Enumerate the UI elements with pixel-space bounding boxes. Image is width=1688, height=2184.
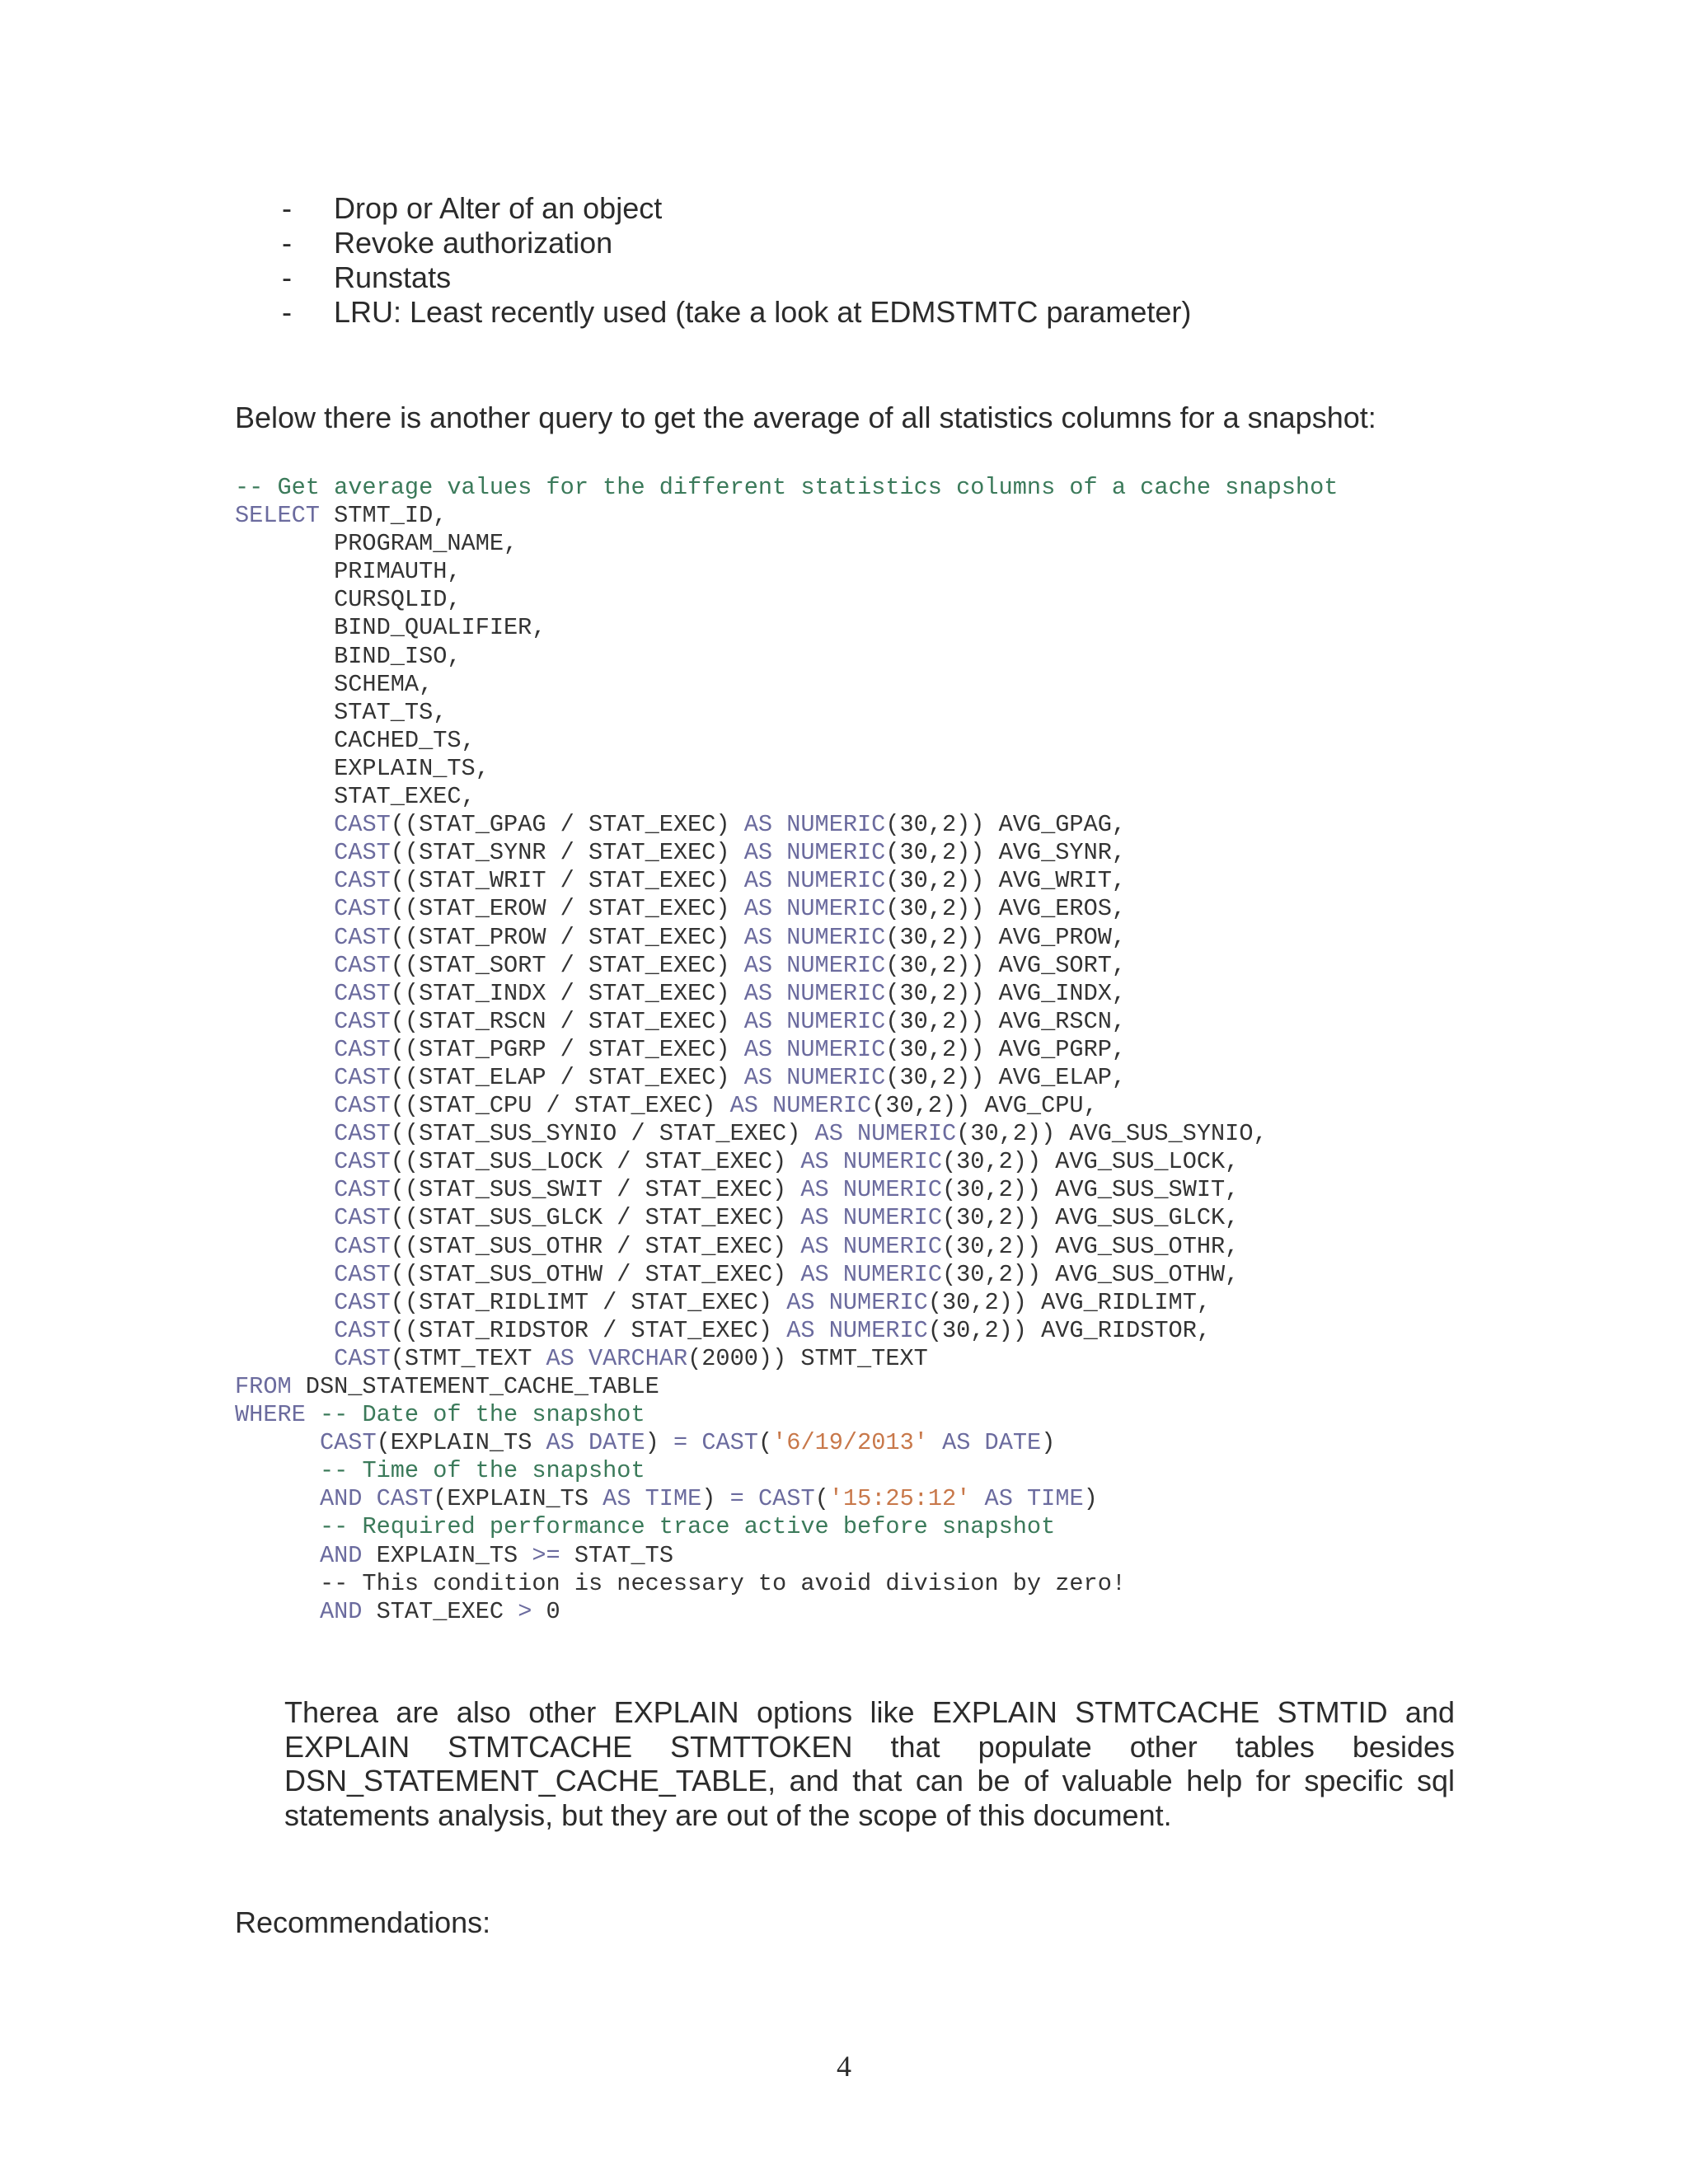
code-token: ((STAT_SUS_OTHW / STAT_EXEC) bbox=[390, 1260, 801, 1288]
code-token: AND bbox=[319, 1597, 363, 1625]
code-line bbox=[235, 811, 1126, 838]
code-token: CAST bbox=[334, 1148, 391, 1176]
code-token: -- Time of the snapshot bbox=[319, 1457, 645, 1485]
page-number: 4 bbox=[837, 2050, 851, 2083]
code-token: STAT_TS, bbox=[235, 698, 448, 726]
code-line bbox=[235, 1289, 1211, 1316]
code-token: = bbox=[673, 1429, 688, 1457]
code-line bbox=[235, 1345, 928, 1372]
code-token: STAT_EXEC bbox=[362, 1597, 518, 1625]
code-token: AS NUMERIC bbox=[743, 979, 886, 1007]
code-token: BIND_QUALIFIER, bbox=[235, 614, 546, 642]
code-token: CAST bbox=[334, 1232, 391, 1260]
code-token: CAST bbox=[334, 951, 391, 979]
code-token: CURSQLID, bbox=[235, 586, 462, 614]
code-line bbox=[235, 952, 1126, 979]
code-token: EXPLAIN_TS, bbox=[235, 754, 490, 782]
code-token: (30,2)) AVG_PGRP, bbox=[885, 1035, 1127, 1063]
code-token: ((STAT_SORT / STAT_EXEC) bbox=[390, 951, 744, 979]
code-token: (30,2)) AVG_SUS_SYNIO, bbox=[956, 1120, 1268, 1148]
code-token bbox=[744, 1485, 758, 1512]
code-token: AS DATE bbox=[546, 1429, 645, 1457]
bullet-list bbox=[282, 191, 1191, 330]
explain-options-paragraph: Therea are also other EXPLAIN options like EXPLAIN STMTCACHE STMTID and EXPLAIN STMTCACHE STMTTOKEN that populate other tables besides DSN_STATEMENT_CACHE_TABLE, and that can be of valuable help for specific sql statements analysis, but they are out of the scope of this document. bbox=[284, 1695, 1455, 1832]
code-line bbox=[235, 1429, 1055, 1456]
code-token: (EXPLAIN_TS bbox=[433, 1485, 603, 1513]
code-token: CAST bbox=[757, 1485, 815, 1513]
code-token: ) bbox=[645, 1429, 673, 1457]
code-token bbox=[235, 1513, 320, 1540]
code-token: >= bbox=[532, 1541, 560, 1569]
code-token: SCHEMA, bbox=[235, 670, 434, 698]
code-line bbox=[235, 1513, 1055, 1540]
code-token: ((STAT_PGRP / STAT_EXEC) bbox=[390, 1035, 744, 1063]
bullet-item bbox=[282, 191, 1191, 226]
code-token: CAST bbox=[319, 1429, 377, 1457]
code-token: CAST bbox=[334, 1035, 391, 1063]
code-token: AS NUMERIC bbox=[786, 1316, 928, 1344]
code-token: > bbox=[518, 1597, 532, 1625]
code-token bbox=[235, 1008, 334, 1035]
code-token: CAST bbox=[701, 1429, 758, 1457]
code-token: AS NUMERIC bbox=[743, 1063, 886, 1091]
code-token: AS TIME bbox=[603, 1485, 702, 1513]
code-token: (2000)) STMT_TEXT bbox=[687, 1344, 928, 1372]
bullet-item bbox=[282, 295, 1191, 330]
code-token: ((STAT_SUS_SYNIO / STAT_EXEC) bbox=[390, 1120, 815, 1148]
code-token bbox=[235, 811, 334, 838]
bullet-text: Drop or Alter of an object bbox=[334, 191, 663, 225]
code-token: ((STAT_PROW / STAT_EXEC) bbox=[390, 923, 744, 951]
code-token: CACHED_TS, bbox=[235, 726, 476, 754]
code-token bbox=[235, 924, 334, 951]
bullet-marker: - bbox=[282, 295, 292, 329]
code-token: (30,2)) AVG_GPAG, bbox=[885, 811, 1127, 839]
code-token: ((STAT_RIDSTOR / STAT_EXEC) bbox=[390, 1316, 787, 1344]
code-token: STMT_ID, bbox=[319, 502, 448, 530]
code-token: AS NUMERIC bbox=[800, 1204, 942, 1232]
code-token: (30,2)) AVG_SUS_SWIT, bbox=[941, 1176, 1240, 1204]
code-line bbox=[235, 1008, 1126, 1035]
code-token: AS NUMERIC bbox=[786, 1288, 928, 1316]
code-token: ((STAT_SUS_LOCK / STAT_EXEC) bbox=[390, 1148, 801, 1176]
code-line bbox=[235, 867, 1126, 894]
code-line bbox=[235, 1261, 1239, 1288]
code-token: '6/19/2013' bbox=[772, 1429, 928, 1457]
code-token: EXPLAIN_TS bbox=[362, 1541, 532, 1569]
code-token: ) bbox=[701, 1485, 730, 1513]
code-token: CAST bbox=[334, 1204, 391, 1232]
code-line bbox=[235, 1373, 659, 1400]
code-token bbox=[235, 1485, 320, 1512]
code-token: FROM bbox=[235, 1373, 292, 1400]
code-token: ( bbox=[814, 1485, 829, 1513]
code-token: AS NUMERIC bbox=[800, 1260, 942, 1288]
code-token: AND CAST bbox=[319, 1485, 434, 1513]
code-token: (30,2)) AVG_PROW, bbox=[885, 923, 1127, 951]
code-token bbox=[235, 1429, 320, 1456]
code-token: (30,2)) AVG_EROS, bbox=[885, 895, 1127, 923]
code-line bbox=[235, 1092, 1098, 1119]
code-token: STAT_TS bbox=[560, 1541, 673, 1569]
code-token: (30,2)) AVG_RIDSTOR, bbox=[927, 1316, 1212, 1344]
code-line bbox=[235, 699, 447, 726]
code-token: CAST bbox=[334, 1344, 391, 1372]
code-token: -- Required performance trace active before snapshot bbox=[319, 1513, 1056, 1541]
code-line bbox=[235, 586, 462, 613]
code-line bbox=[235, 643, 462, 670]
code-token: ((STAT_SUS_OTHR / STAT_EXEC) bbox=[390, 1232, 801, 1260]
code-token: (EXPLAIN_TS bbox=[376, 1429, 546, 1457]
code-token bbox=[235, 1148, 334, 1175]
code-token: AS DATE bbox=[942, 1429, 1042, 1457]
code-token: AS NUMERIC bbox=[729, 1092, 872, 1120]
code-line bbox=[235, 1120, 1268, 1147]
code-token: AS NUMERIC bbox=[743, 1035, 886, 1063]
code-token: PRIMAUTH, bbox=[235, 558, 462, 586]
code-line bbox=[235, 1598, 560, 1625]
code-token: CAST bbox=[334, 867, 391, 895]
code-token: (30,2)) AVG_SUS_GLCK, bbox=[941, 1204, 1240, 1232]
code-token: ((STAT_WRIT / STAT_EXEC) bbox=[390, 867, 744, 895]
code-token: AND bbox=[319, 1541, 363, 1569]
code-line bbox=[235, 1036, 1126, 1063]
code-token bbox=[235, 1176, 334, 1203]
intro-paragraph: Below there is another query to get the average of all statistics columns for a snapshot: bbox=[235, 401, 1376, 434]
code-token: WHERE bbox=[235, 1401, 306, 1429]
code-token: ((STAT_GPAG / STAT_EXEC) bbox=[390, 811, 744, 839]
code-line bbox=[235, 671, 433, 698]
code-token: ((STAT_CPU / STAT_EXEC) bbox=[390, 1092, 730, 1120]
code-token: AS NUMERIC bbox=[814, 1120, 957, 1148]
code-token: (30,2)) AVG_SUS_OTHW, bbox=[941, 1260, 1240, 1288]
code-token: PROGRAM_NAME, bbox=[235, 530, 518, 558]
code-token: (STMT_TEXT bbox=[390, 1344, 546, 1372]
code-token: AS VARCHAR bbox=[546, 1344, 688, 1372]
code-token: AS NUMERIC bbox=[743, 951, 886, 979]
code-token: CAST bbox=[334, 923, 391, 951]
bullet-text: Runstats bbox=[334, 260, 452, 294]
code-token: = bbox=[729, 1485, 744, 1513]
code-token: (30,2)) AVG_SYNR, bbox=[885, 839, 1127, 867]
code-token: (30,2)) AVG_CPU, bbox=[871, 1092, 1098, 1120]
code-token: AS NUMERIC bbox=[743, 923, 886, 951]
bullet-marker: - bbox=[282, 260, 292, 294]
code-line bbox=[235, 614, 546, 641]
bullet-text: LRU: Least recently used (take a look at EDMSTMTC parameter) bbox=[334, 295, 1192, 329]
code-line bbox=[235, 783, 476, 810]
code-line bbox=[235, 755, 490, 782]
code-token: '15:25:12' bbox=[828, 1485, 971, 1513]
code-line bbox=[235, 474, 1338, 501]
code-token: (30,2)) AVG_RIDLIMT, bbox=[927, 1288, 1212, 1316]
sql-code-block bbox=[235, 474, 1338, 1626]
code-token: CAST bbox=[334, 1260, 391, 1288]
code-token: AS NUMERIC bbox=[800, 1232, 942, 1260]
code-token: DSN_STATEMENT_CACHE_TABLE bbox=[291, 1373, 659, 1400]
code-token: -- This condition is necessary to avoid division by zero! bbox=[235, 1569, 1127, 1597]
code-line bbox=[235, 839, 1126, 866]
code-token bbox=[235, 1457, 320, 1484]
code-token: STAT_EXEC, bbox=[235, 783, 476, 811]
code-token: ((STAT_SUS_SWIT / STAT_EXEC) bbox=[390, 1176, 801, 1204]
code-token bbox=[235, 1317, 334, 1344]
code-token: ((STAT_RIDLIMT / STAT_EXEC) bbox=[390, 1288, 787, 1316]
code-token: AS TIME bbox=[984, 1485, 1084, 1513]
code-token: AS NUMERIC bbox=[743, 1007, 886, 1035]
code-token bbox=[235, 1598, 320, 1625]
code-token: BIND_ISO, bbox=[235, 642, 462, 670]
code-token: -- Date of the snapshot bbox=[319, 1401, 645, 1429]
code-token: AS NUMERIC bbox=[800, 1176, 942, 1204]
code-line bbox=[235, 1233, 1239, 1260]
code-token bbox=[235, 1542, 320, 1569]
code-line bbox=[235, 895, 1126, 922]
code-token: CAST bbox=[334, 1007, 391, 1035]
code-line bbox=[235, 1401, 645, 1428]
code-token: ((STAT_SUS_GLCK / STAT_EXEC) bbox=[390, 1204, 801, 1232]
bullet-marker: - bbox=[282, 226, 292, 260]
code-line bbox=[235, 1317, 1211, 1344]
code-line bbox=[235, 727, 476, 754]
code-token: AS NUMERIC bbox=[743, 811, 886, 839]
code-line bbox=[235, 558, 462, 585]
code-line bbox=[235, 1542, 673, 1569]
bullet-item bbox=[282, 260, 1191, 295]
bullet-item bbox=[282, 226, 1191, 260]
code-token bbox=[235, 1120, 334, 1147]
code-token: ((STAT_RSCN / STAT_EXEC) bbox=[390, 1007, 744, 1035]
code-token: ((STAT_INDX / STAT_EXEC) bbox=[390, 979, 744, 1007]
code-token bbox=[928, 1429, 942, 1456]
code-token: CAST bbox=[334, 1092, 391, 1120]
code-token bbox=[687, 1429, 701, 1456]
code-line bbox=[235, 1064, 1126, 1091]
code-token bbox=[235, 895, 334, 922]
code-token bbox=[235, 1064, 334, 1091]
code-token: CAST bbox=[334, 839, 391, 867]
code-token: CAST bbox=[334, 1120, 391, 1148]
code-line bbox=[235, 924, 1126, 951]
code-token bbox=[235, 1233, 334, 1260]
code-line bbox=[235, 1204, 1239, 1231]
code-line bbox=[235, 530, 518, 557]
code-token bbox=[235, 1345, 334, 1372]
code-token: SELECT bbox=[235, 502, 320, 530]
code-token: AS NUMERIC bbox=[743, 839, 886, 867]
code-line bbox=[235, 1148, 1239, 1175]
code-token: CAST bbox=[334, 1063, 391, 1091]
code-token: (30,2)) AVG_SUS_LOCK, bbox=[941, 1148, 1240, 1176]
code-token: (30,2)) AVG_SUS_OTHR, bbox=[941, 1232, 1240, 1260]
code-token: ((STAT_SYNR / STAT_EXEC) bbox=[390, 839, 744, 867]
code-line bbox=[235, 502, 447, 529]
code-token: (30,2)) AVG_SORT, bbox=[885, 951, 1127, 979]
code-token: CAST bbox=[334, 811, 391, 839]
code-token: ((STAT_EROW / STAT_EXEC) bbox=[390, 895, 744, 923]
code-token bbox=[235, 1289, 334, 1316]
code-line bbox=[235, 1457, 645, 1484]
code-token: (30,2)) AVG_WRIT, bbox=[885, 867, 1127, 895]
code-token bbox=[235, 1036, 334, 1063]
code-token bbox=[235, 1261, 334, 1288]
code-token: CAST bbox=[334, 895, 391, 923]
code-line bbox=[235, 1485, 1098, 1512]
code-token bbox=[235, 839, 334, 866]
code-token: CAST bbox=[334, 1176, 391, 1204]
code-token: ( bbox=[757, 1429, 773, 1457]
code-token: (30,2)) AVG_ELAP, bbox=[885, 1063, 1127, 1091]
code-token: CAST bbox=[334, 1316, 391, 1344]
code-token bbox=[235, 867, 334, 894]
code-token: CAST bbox=[334, 1288, 391, 1316]
code-token: ) bbox=[1083, 1485, 1098, 1513]
code-token bbox=[306, 1401, 320, 1428]
code-token: (30,2)) AVG_RSCN, bbox=[885, 1007, 1127, 1035]
code-token: (30,2)) AVG_INDX, bbox=[885, 979, 1127, 1007]
bullet-text: Revoke authorization bbox=[334, 226, 613, 260]
code-line bbox=[235, 1176, 1239, 1203]
code-token: CAST bbox=[334, 979, 391, 1007]
code-line bbox=[235, 980, 1126, 1007]
recommendations-heading: Recommendations: bbox=[235, 1905, 491, 1939]
code-token: 0 bbox=[532, 1597, 560, 1625]
code-token: -- Get average values for the different statistics columns of a cache snapshot bbox=[235, 474, 1339, 501]
bullet-marker: - bbox=[282, 191, 292, 225]
code-token bbox=[235, 952, 334, 979]
code-token bbox=[235, 980, 334, 1007]
code-token: AS NUMERIC bbox=[743, 895, 886, 923]
code-token bbox=[235, 1092, 334, 1119]
code-token: AS NUMERIC bbox=[743, 867, 886, 895]
code-token: AS NUMERIC bbox=[800, 1148, 942, 1176]
code-token: ((STAT_ELAP / STAT_EXEC) bbox=[390, 1063, 744, 1091]
code-line bbox=[235, 1570, 1126, 1597]
code-token: ) bbox=[1041, 1429, 1056, 1457]
code-token bbox=[235, 1204, 334, 1231]
code-token bbox=[970, 1485, 984, 1512]
